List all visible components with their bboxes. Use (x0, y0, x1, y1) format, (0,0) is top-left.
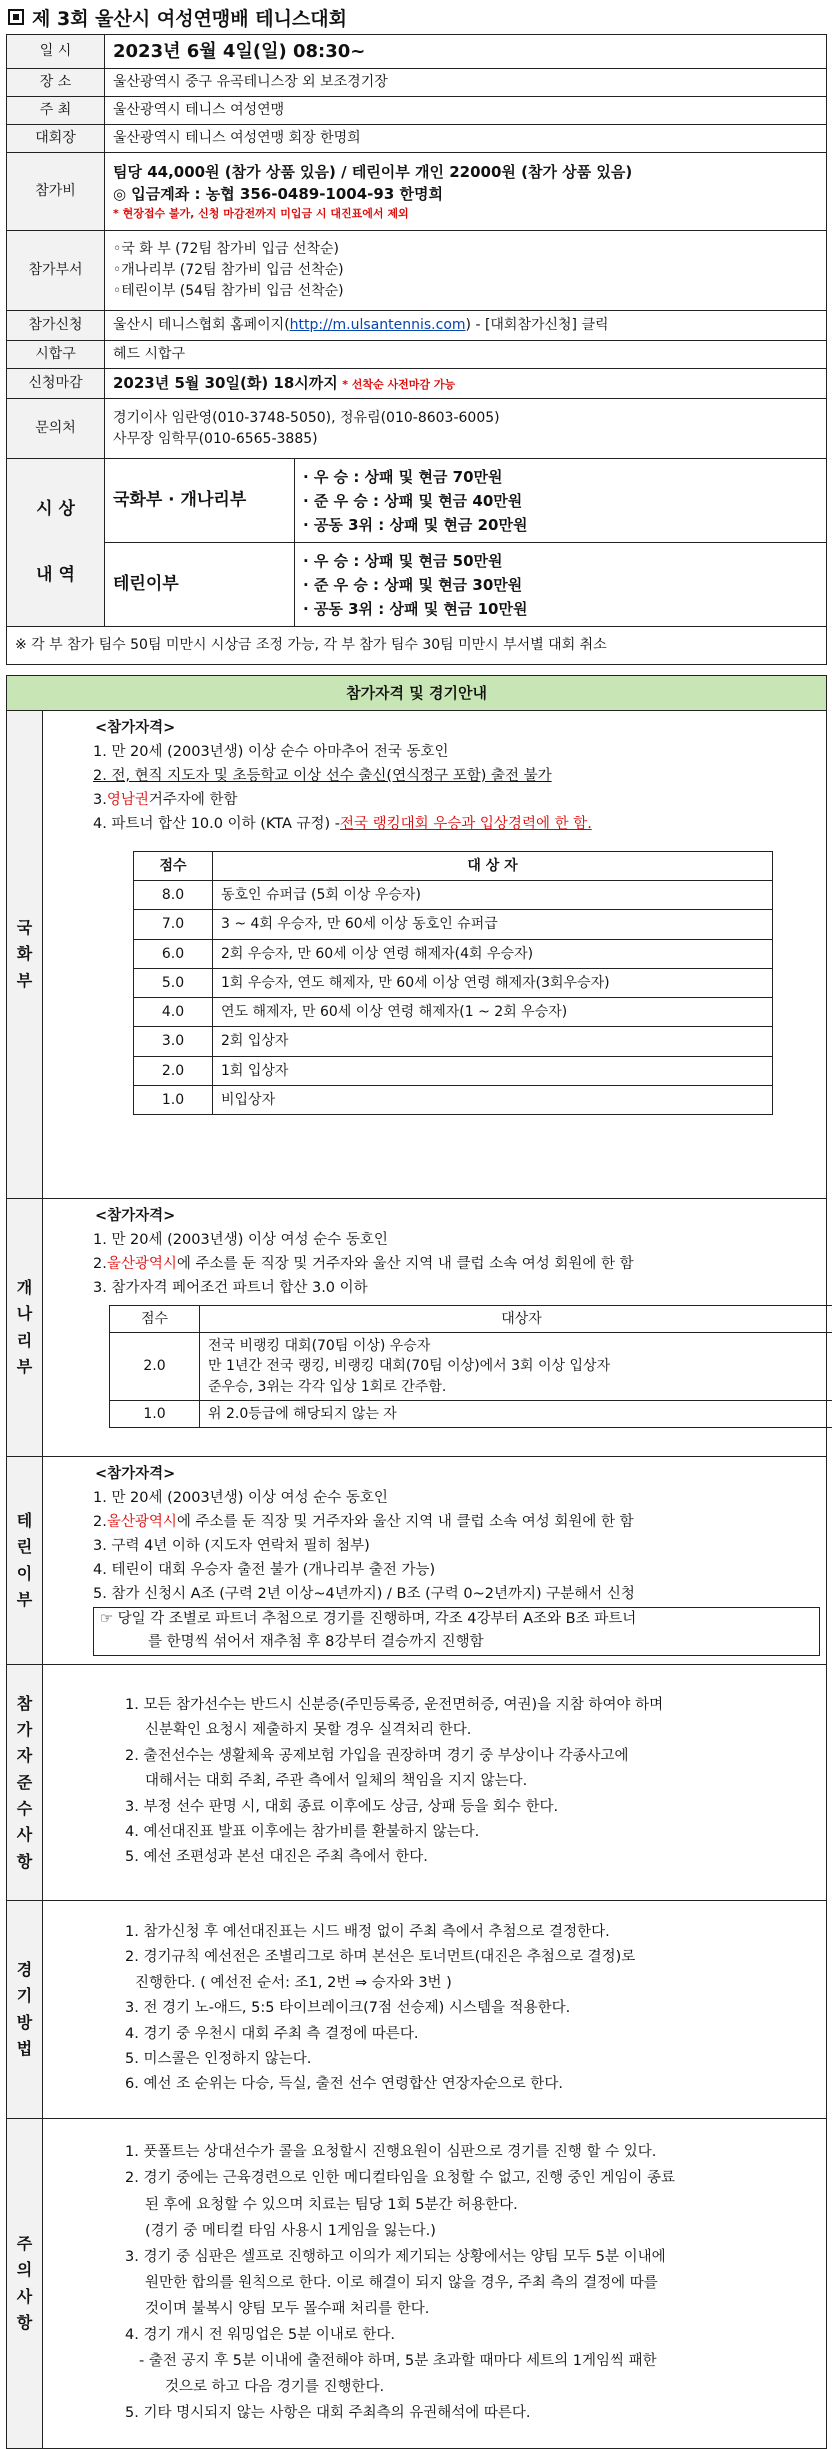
prize-line: · 준 우 승 : 상패 및 현금 40만원 (303, 489, 818, 513)
caution-line: 5. 기타 명시되지 않는 사항은 대회 주최측의 유권해석에 따른다. (53, 2400, 820, 2426)
score-cell: 8.0 (134, 880, 213, 909)
sub-note-line: ☞ 당일 각 조별로 파트너 추첨으로 경기를 진행하며, 각조 4강부터 A조와 B조 파트너 (100, 1608, 813, 1632)
venue-value: 울산광역시 중구 유곡테니스장 외 보조경기장 (105, 69, 827, 97)
score-cell: 4.0 (134, 998, 213, 1027)
rule-line: 5. 예선 조편성과 본선 대진은 주최 측에서 한다. (53, 1845, 820, 1870)
rule-line: 신분확인 요청시 제출하지 못할 경우 실격처리 한다. (53, 1718, 820, 1743)
target-line: 준우승, 3위는 각각 입상 1회로 간주함. (208, 1377, 832, 1397)
row-chair (7, 125, 827, 153)
label-char: 테 (7, 1508, 42, 1534)
label-char: 부 (7, 1354, 42, 1380)
section-title: 참가자격 및 경기안내 (7, 676, 827, 711)
highlight-region: 울산광역시 (107, 1256, 177, 1272)
prize-group-2: 테린이부 (105, 543, 295, 627)
table-row (134, 998, 773, 1027)
caution-line: - 출전 공지 후 5분 이내에 출전해야 하며, 5분 초과할 때마다 세트의 1게임씩 패한 (53, 2348, 820, 2374)
list-item: 1. 만 20세 (2003년생) 이상 여성 순수 동호인 (53, 1487, 820, 1511)
caution-label (7, 2119, 43, 2449)
prize-note: ※ 각 부 참가 팀수 50팀 미만시 시상금 조정 가능, 각 부 참가 팀수 30팀 미만시 부서별 대회 취소 (7, 627, 827, 665)
method-line: 4. 경기 중 우천시 대회 주최 측 결정에 따른다. (53, 2022, 820, 2047)
item-text: 거주자에 한함 (149, 792, 238, 808)
deadline-value-cell (105, 369, 827, 399)
gukhwa-label (7, 711, 43, 1199)
deadline-value: 2023년 5월 30일(화) 18시까지 (113, 374, 338, 392)
method-line: 5. 미스콜은 인정하지 않는다. (53, 2047, 820, 2072)
rules-label (7, 1665, 43, 1901)
label-char: 가 (7, 1717, 42, 1743)
square-bullet-icon (8, 9, 24, 25)
gaenari-section (7, 1199, 827, 1457)
list-item: 1. 만 20세 (2003년생) 이상 순수 아마추어 전국 동호인 (53, 741, 820, 765)
label-char: 의 (7, 2257, 42, 2283)
contact-value (105, 399, 827, 459)
target-cell: 동호인 슈퍼급 (5회 이상 우승자) (213, 880, 773, 909)
gaenari-score-table (109, 1305, 832, 1428)
prize-line: · 우 승 : 상패 및 현금 70만원 (303, 465, 818, 489)
rule-line: 3. 부정 선수 판명 시, 대회 종료 이후에도 상금, 상패 등을 회수 한다. (53, 1795, 820, 1820)
caution-line: 원만한 합의를 원칙으로 한다. 이로 해결이 되지 않을 경우, 주최 측의 결정에 따를 (53, 2270, 820, 2296)
deadline-note: * 선착순 사전마감 가능 (342, 378, 455, 391)
terini-heading: <참가자격> (95, 1463, 820, 1487)
label-char: 나 (7, 1301, 42, 1327)
division-item: ◦개나리부 (72팀 참가비 입금 선착순) (113, 260, 818, 281)
caution-content (43, 2119, 827, 2449)
division-item: ◦테린이부 (54팀 참가비 입금 선착순) (113, 281, 818, 302)
apply-pre: 울산시 테니스협회 홈페이지( (113, 317, 290, 333)
rule-line: 대해서는 대회 주최, 주관 측에서 일체의 책임을 지지 않는다. (53, 1769, 820, 1794)
item-text: 에 주소를 둔 직장 및 거주자와 울산 지역 내 클럽 소속 여성 회원에 한 함 (177, 1514, 634, 1530)
list-item: 3. 구력 4년 이하 (지도자 연락처 필히 첨부) (53, 1535, 820, 1559)
label-char: 수 (7, 1796, 42, 1822)
row-fee (7, 153, 827, 231)
score-cell: 1.0 (134, 1085, 213, 1114)
item-number: 3. (93, 792, 107, 808)
table-row (110, 1332, 832, 1400)
fee-note: * 현장접수 불가, 신청 마감전까지 미입금 시 대진표에서 제외 (113, 206, 818, 223)
terini-label (7, 1457, 43, 1665)
method-label (7, 1901, 43, 2119)
method-line: 6. 예선 조 순위는 다승, 득실, 출전 선수 연령합산 연장자순으로 한다. (53, 2072, 820, 2097)
terini-content (43, 1457, 827, 1665)
chair-value: 울산광역시 테니스 여성연맹 회장 한명희 (105, 125, 827, 153)
gukhwa-list (53, 741, 820, 837)
terini-sub-note (93, 1607, 820, 1657)
table-row (134, 910, 773, 939)
label-char: 준 (7, 1770, 42, 1796)
contact-line-1: 경기이사 임란영(010-3748-5050), 정유림(010-8603-6005) (113, 408, 818, 429)
target-cell: 3 ~ 4회 우승자, 만 60세 이상 동호인 슈퍼급 (213, 910, 773, 939)
highlight-region: 영남권 (107, 792, 149, 808)
fee-value (105, 153, 827, 231)
apply-label: 참가신청 (7, 311, 105, 341)
target-line: 전국 비랭킹 대회(70팀 이상) 우승자 (208, 1336, 832, 1356)
method-content (43, 1901, 827, 2119)
row-prize-1 (7, 459, 827, 543)
caution-section (7, 2119, 827, 2449)
row-divisions (7, 231, 827, 311)
gukhwa-section (7, 711, 827, 1199)
caution-line: 3. 경기 중 심판은 셀프로 진행하고 이의가 제기되는 상황에서는 양팀 모두 5분 이내에 (53, 2244, 820, 2270)
gaenari-content (43, 1199, 827, 1457)
row-venue (7, 69, 827, 97)
row-note (7, 627, 827, 665)
method-line: 진행한다. ( 예선전 순서: 조1, 2번 ⇒ 승자와 3번 ) (53, 1971, 820, 1996)
label-char: 화 (7, 941, 42, 967)
highlight-text: 전국 랭킹대회 우승과 입상경력에 한 함. (340, 816, 592, 832)
table-header-row (134, 851, 773, 880)
title-text: 제 3회 울산시 여성연맹배 테니스대회 (32, 4, 347, 31)
caution-line: 2. 경기 중에는 근육경련으로 인한 메디컬타임을 요청할 수 없고, 진행 중인 게임이 종료 (53, 2165, 820, 2191)
item-text: 4. 파트너 합산 10.0 이하 (KTA 규정) - (93, 816, 340, 832)
row-ball (7, 341, 827, 369)
list-item (53, 1253, 820, 1277)
prize-group-2-list (295, 543, 827, 627)
label-char: 주 (7, 2231, 42, 2257)
date-label: 일 시 (7, 35, 105, 69)
highlight-region: 울산광역시 (107, 1514, 177, 1530)
caution-line: 4. 경기 개시 전 워밍업은 5분 이내로 한다. (53, 2322, 820, 2348)
list-item (53, 1511, 820, 1535)
table-row (134, 939, 773, 968)
target-cell: 연도 해제자, 만 60세 이상 연령 해제자(1 ~ 2회 우승자) (213, 998, 773, 1027)
table-header-row (110, 1305, 832, 1332)
gukhwa-heading: <참가자격> (95, 717, 820, 741)
label-char: 방 (7, 2010, 42, 2036)
caution-line: (경기 중 메티컬 타임 사용시 1게임을 잃는다.) (53, 2218, 820, 2244)
division-item: ◦국 화 부 (72팀 참가비 입금 선착순) (113, 239, 818, 260)
label-char: 사 (7, 1822, 42, 1848)
label-char: 개 (7, 1275, 42, 1301)
score-cell: 3.0 (134, 1027, 213, 1056)
row-host (7, 97, 827, 125)
item-number: 2. (93, 1514, 107, 1530)
table-row (134, 1027, 773, 1056)
deadline-label: 신청마감 (7, 369, 105, 399)
table-row (134, 880, 773, 909)
prize-line: · 우 승 : 상패 및 현금 50만원 (303, 549, 818, 573)
table-header: 점수 (110, 1305, 200, 1332)
target-cell (200, 1332, 832, 1400)
list-item: 1. 만 20세 (2003년생) 이상 여성 순수 동호인 (53, 1229, 820, 1253)
table-row (134, 968, 773, 997)
prize-group-1: 국화부 · 개나리부 (105, 459, 295, 543)
prize-label-2: 내 역 (15, 563, 96, 589)
method-section (7, 1901, 827, 2119)
gukhwa-score-table (133, 851, 773, 1116)
gukhwa-content (43, 711, 827, 1199)
table-header: 대상자 (200, 1305, 832, 1332)
row-prize-2 (7, 543, 827, 627)
prize-group-1-list (295, 459, 827, 543)
caution-line: 1. 풋폴트는 상대선수가 콜을 요청할시 진행요원이 심판으로 경기를 진행 할 수 있다. (53, 2139, 820, 2165)
item-text: 에 주소를 둔 직장 및 거주자와 울산 지역 내 클럽 소속 여성 회원에 한 함 (177, 1256, 634, 1272)
label-char: 사 (7, 2284, 42, 2310)
divisions-label: 참가부서 (7, 231, 105, 311)
prize-line: · 공동 3위 : 상패 및 현금 20만원 (303, 513, 818, 537)
score-cell: 2.0 (134, 1056, 213, 1085)
fee-account: ◎ 입금계좌 : 농협 356-0489-1004-93 한명희 (113, 183, 818, 206)
prize-line: · 공동 3위 : 상패 및 현금 10만원 (303, 597, 818, 621)
apply-post: ) - [대회참가신청] 클릭 (466, 317, 609, 333)
row-contact (7, 399, 827, 459)
label-char: 부 (7, 968, 42, 994)
target-cell: 위 2.0등급에 해당되지 않는 자 (200, 1400, 832, 1427)
terini-section (7, 1457, 827, 1665)
label-char: 항 (7, 1849, 42, 1875)
list-item (53, 789, 820, 813)
target-cell: 2회 우승자, 만 60세 이상 연령 해제자(4회 우승자) (213, 939, 773, 968)
label-char: 참 (7, 1691, 42, 1717)
table-row (110, 1400, 832, 1427)
table-header: 대 상 자 (213, 851, 773, 880)
label-char: 국 (7, 915, 42, 941)
divisions-value (105, 231, 827, 311)
label-char: 이 (7, 1561, 42, 1587)
document-page (6, 0, 826, 2449)
contact-label: 문의처 (7, 399, 105, 459)
list-item (53, 813, 820, 837)
score-cell: 2.0 (110, 1332, 200, 1400)
host-value: 울산광역시 테니스 여성연맹 (105, 97, 827, 125)
label-char: 경 (7, 1957, 42, 1983)
label-char: 리 (7, 1328, 42, 1354)
gaenari-label (7, 1199, 43, 1457)
label-char: 항 (7, 2310, 42, 2336)
score-cell: 5.0 (134, 968, 213, 997)
list-item: 4. 테린이 대회 우승자 출전 불가 (개나리부 출전 가능) (53, 1559, 820, 1583)
score-cell: 6.0 (134, 939, 213, 968)
table-row (134, 1056, 773, 1085)
rules-content (43, 1665, 827, 1901)
label-char: 부 (7, 1587, 42, 1613)
method-line: 2. 경기규칙 예선전은 조별리그로 하며 본선은 토너먼트(대진은 추첨으로 결정)로 (53, 1945, 820, 1970)
label-char: 법 (7, 2036, 42, 2062)
venue-label: 장 소 (7, 69, 105, 97)
apply-value (105, 311, 827, 341)
list-item: 3. 참가자격 페어조건 파트너 합산 3.0 이하 (53, 1277, 820, 1301)
target-cell: 2회 입상자 (213, 1027, 773, 1056)
caution-line: 된 후에 요청할 수 있으며 치료는 팀당 1회 5분간 허용한다. (53, 2192, 820, 2218)
date-value: 2023년 6월 4일(일) 08:30~ (105, 35, 827, 69)
apply-link[interactable]: http://m.ulsantennis.com (290, 317, 466, 333)
label-char: 기 (7, 1983, 42, 2009)
target-line: 만 1년간 전국 랭킹, 비랭킹 대회(70팀 이상)에서 3회 이상 입상자 (208, 1356, 832, 1376)
ball-label: 시합구 (7, 341, 105, 369)
rules-section (7, 1665, 827, 1901)
rule-line: 4. 예선대진표 발표 이후에는 참가비를 환불하지 않는다. (53, 1820, 820, 1845)
label-char: 린 (7, 1534, 42, 1560)
rule-line: 1. 모든 참가선수는 반드시 신분증(주민등록증, 운전면허증, 여권)을 지참 하여야 하며 (53, 1693, 820, 1718)
table-header: 점수 (134, 851, 213, 880)
info-table (6, 34, 827, 665)
host-label: 주 최 (7, 97, 105, 125)
caution-line: 것으로 하고 다음 경기를 진행한다. (53, 2374, 820, 2400)
sub-note-line: 를 한명씩 섞어서 재추첨 후 8강부터 결승까지 진행함 (100, 1631, 813, 1655)
table-row (134, 1085, 773, 1114)
row-date (7, 35, 827, 69)
document-title (6, 0, 826, 34)
fee-label: 참가비 (7, 153, 105, 231)
section-header-row (7, 676, 827, 711)
method-line: 3. 전 경기 노-애드, 5:5 타이브레이크(7점 선승제) 시스템을 적용한다. (53, 1996, 820, 2021)
row-deadline (7, 369, 827, 399)
target-cell: 비입상자 (213, 1085, 773, 1114)
caution-line: 것이며 불복시 양팀 모두 몰수패 처리를 한다. (53, 2296, 820, 2322)
chair-label: 대회장 (7, 125, 105, 153)
fee-line-1: 팀당 44,000원 (참가 상품 있음) / 테린이부 개인 22000원 (참가 상품 있음) (113, 161, 818, 184)
prize-line: · 준 우 승 : 상패 및 현금 30만원 (303, 573, 818, 597)
list-item: 2. 전, 현직 지도자 및 초등학교 이상 선수 출신(연식정구 포함) 출전 불가 (53, 765, 820, 789)
prize-label-1: 시 상 (15, 497, 96, 523)
score-cell: 7.0 (134, 910, 213, 939)
ball-value: 헤드 시합구 (105, 341, 827, 369)
item-number: 2. (93, 1256, 107, 1272)
gaenari-heading: <참가자격> (95, 1205, 820, 1229)
list-item: 5. 참가 신청시 A조 (구력 2년 이상~4년까지) / B조 (구력 0~2년까지) 구분해서 신청 (53, 1583, 820, 1607)
target-cell: 1회 우승자, 연도 해제자, 만 60세 이상 연령 해제자(3회우승자) (213, 968, 773, 997)
terini-list (53, 1487, 820, 1607)
label-char: 자 (7, 1743, 42, 1769)
gaenari-list (53, 1229, 820, 1301)
contact-line-2: 사무장 임학무(010-6565-3885) (113, 429, 818, 450)
score-cell: 1.0 (110, 1400, 200, 1427)
guide-table (6, 675, 827, 2449)
row-apply (7, 311, 827, 341)
method-line: 1. 참가신청 후 예선대진표는 시드 배정 없이 주최 측에서 추첨으로 결정한다. (53, 1920, 820, 1945)
rule-line: 2. 출전선수는 생활체육 공제보험 가입을 권장하며 경기 중 부상이나 각종사고에 (53, 1744, 820, 1769)
prize-label (7, 459, 105, 627)
target-cell: 1회 입상자 (213, 1056, 773, 1085)
